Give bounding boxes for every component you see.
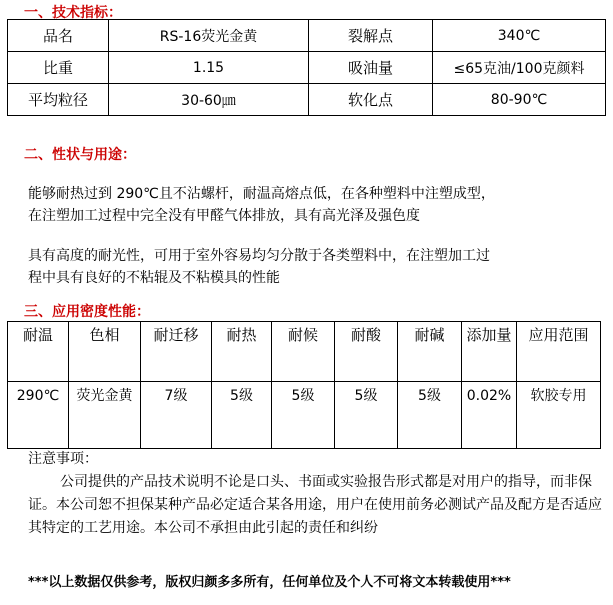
spec-label-cracking-point: 裂解点 bbox=[309, 20, 433, 52]
spec-value-cracking-point: 340℃ bbox=[433, 20, 606, 52]
usage-paragraph-2-line-1: 具有高度的耐光性，可用于室外容易均匀分散于各类塑料中，在注塑加工过 bbox=[28, 248, 490, 264]
spec-label-name: 品名 bbox=[8, 20, 109, 52]
value-dosage: 0.02% bbox=[462, 382, 517, 449]
table-row bbox=[8, 20, 606, 52]
header-heat-resistance: 耐热 bbox=[212, 322, 272, 382]
usage-paragraph-1 bbox=[28, 183, 603, 227]
value-weather-resistance: 5级 bbox=[272, 382, 335, 449]
table-header-row bbox=[8, 322, 601, 382]
spec-value-softening-point: 80-90℃ bbox=[433, 84, 606, 116]
value-heat-resistance: 5级 bbox=[212, 382, 272, 449]
header-hue: 色相 bbox=[69, 322, 141, 382]
usage-paragraph-2 bbox=[28, 245, 603, 289]
usage-paragraph-1-line-2: 在注塑加工过程中完全没有甲醛气体排放，具有高光泽及强色度 bbox=[28, 208, 420, 224]
notes-title: 注意事项： bbox=[28, 451, 98, 467]
usage-paragraph-2-line-2: 程中具有良好的不粘辊及不粘模具的性能 bbox=[28, 270, 280, 286]
header-application: 应用范围 bbox=[517, 322, 601, 382]
spec-value-particle-size: 30-60㎛ bbox=[109, 84, 309, 116]
header-weather-resistance: 耐候 bbox=[272, 322, 335, 382]
section-1-heading: 一、技术指标： bbox=[24, 5, 122, 21]
table-row bbox=[8, 52, 606, 84]
spec-table bbox=[7, 19, 606, 116]
section-2-heading: 二、性状与用途： bbox=[24, 147, 136, 163]
value-heat-resistance-temp: 290℃ bbox=[8, 382, 69, 449]
value-hue: 荧光金黄 bbox=[69, 382, 141, 449]
value-application: 软胶专用 bbox=[517, 382, 601, 449]
spec-label-softening-point: 软化点 bbox=[309, 84, 433, 116]
table-row bbox=[8, 382, 601, 449]
spec-label-oil-absorption: 吸油量 bbox=[309, 52, 433, 84]
value-alkali-resistance: 5级 bbox=[398, 382, 462, 449]
spec-label-specific-gravity: 比重 bbox=[8, 52, 109, 84]
performance-table bbox=[7, 321, 601, 449]
section-3-heading: 三、应用密度性能： bbox=[24, 304, 150, 320]
notes-section bbox=[28, 448, 608, 540]
spec-value-specific-gravity: 1.15 bbox=[109, 52, 309, 84]
header-alkali-resistance: 耐碱 bbox=[398, 322, 462, 382]
header-acid-resistance: 耐酸 bbox=[335, 322, 398, 382]
table-row bbox=[8, 84, 606, 116]
notes-body: 公司提供的产品技术说明不论是口头、书面或实验报告形式都是对用户的指导，而非保证。本公司恕不担保某种产品必定适合某各用途，用户在使用前务必测试产品及配方是否适应其特定的工艺用途。本公司不承担由此引起的责任和纠纷 bbox=[28, 474, 602, 536]
header-migration-resistance: 耐迁移 bbox=[141, 322, 212, 382]
usage-paragraph-1-line-1: 能够耐热过到 290℃且不沾螺杆，耐温高熔点低，在各种塑料中注塑成型， bbox=[28, 186, 495, 202]
spec-value-name: RS-16荧光金黄 bbox=[109, 20, 309, 52]
spec-label-particle-size: 平均粒径 bbox=[8, 84, 109, 116]
header-heat-resistance-temp: 耐温 bbox=[8, 322, 69, 382]
header-dosage: 添加量 bbox=[462, 322, 517, 382]
value-acid-resistance: 5级 bbox=[335, 382, 398, 449]
copyright-footer: ***以上数据仅供参考，版权归颜多多所有，任何单位及个人不可将文本转载使用*** bbox=[28, 575, 511, 590]
value-migration-resistance: 7级 bbox=[141, 382, 212, 449]
spec-value-oil-absorption: ≤65克油/100克颜料 bbox=[433, 52, 606, 84]
